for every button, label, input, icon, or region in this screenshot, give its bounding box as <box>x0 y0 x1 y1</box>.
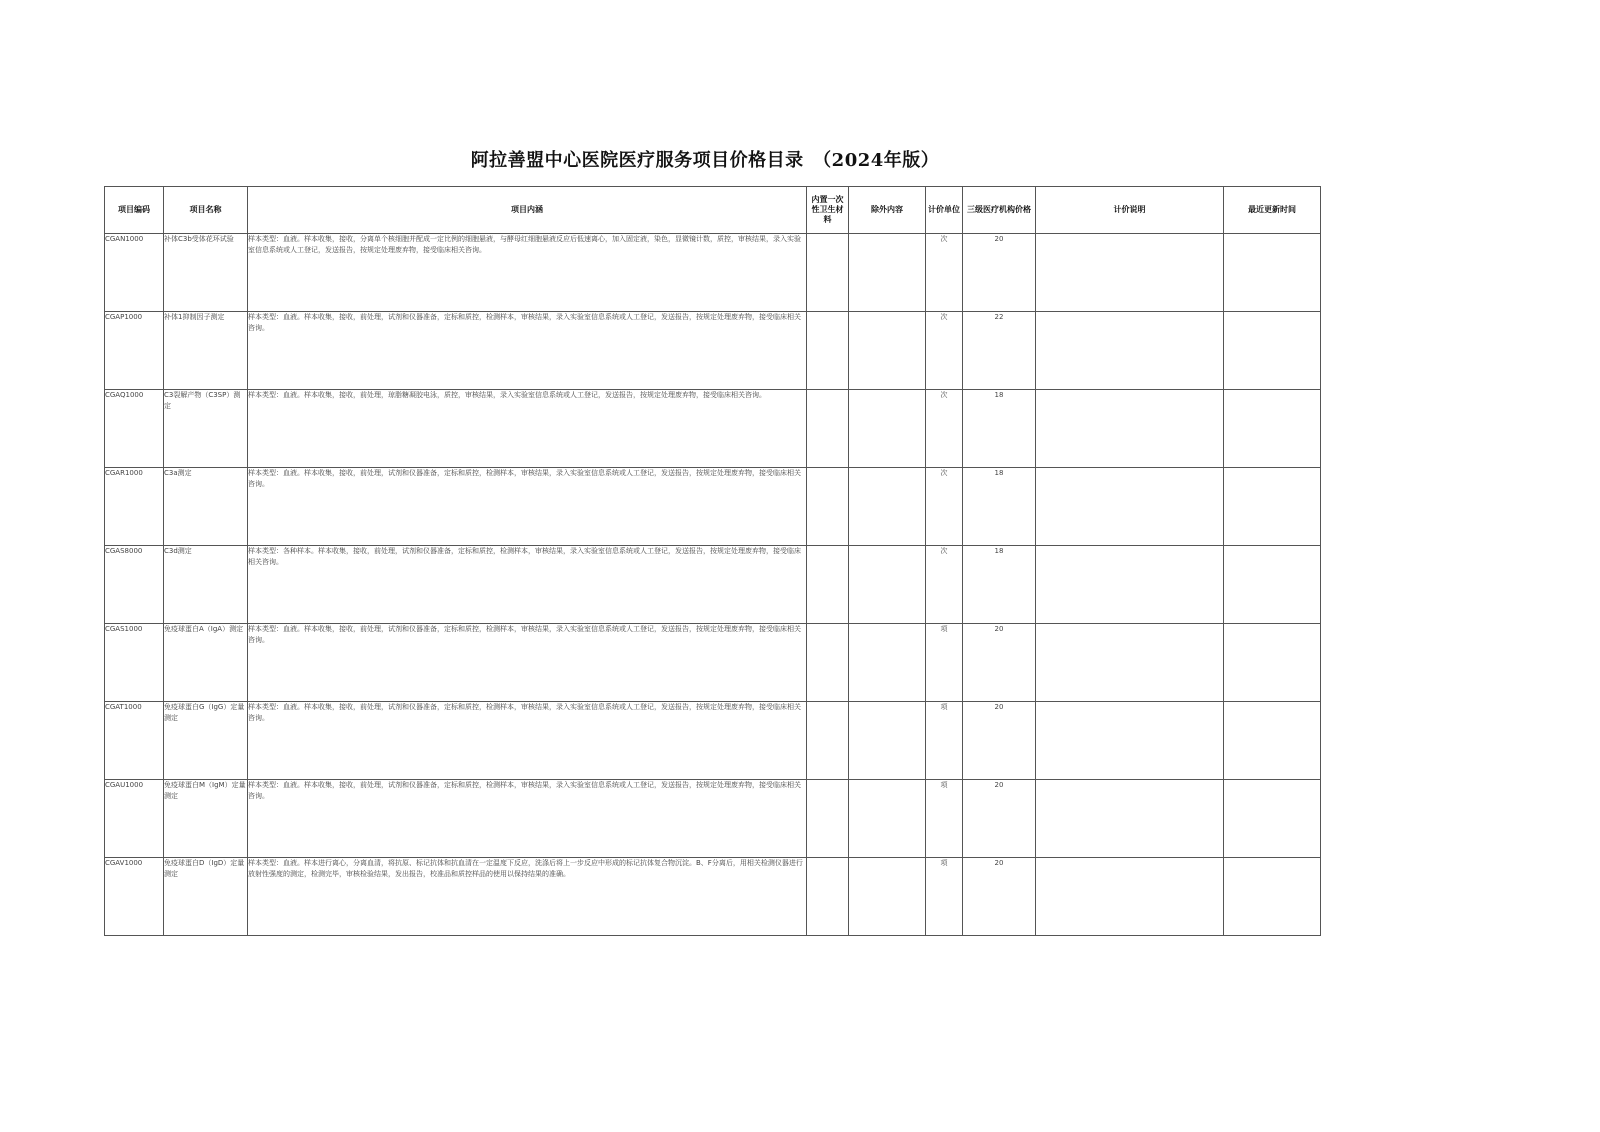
item-updated <box>1224 780 1321 858</box>
item-excluded <box>849 234 926 312</box>
item-updated <box>1224 858 1321 936</box>
item-note <box>1036 234 1224 312</box>
item-updated <box>1224 702 1321 780</box>
item-excluded <box>849 390 926 468</box>
item-excluded <box>849 624 926 702</box>
item-price: 18 <box>963 390 1036 468</box>
header-name: 项目名称 <box>164 187 248 234</box>
item-price: 18 <box>963 468 1036 546</box>
header-code: 项目编码 <box>105 187 164 234</box>
item-updated <box>1224 468 1321 546</box>
table-row <box>105 624 1321 702</box>
header-material: 内置一次性卫生材料 <box>807 187 849 234</box>
item-price: 20 <box>963 780 1036 858</box>
item-price: 22 <box>963 312 1036 390</box>
item-updated <box>1224 390 1321 468</box>
item-unit: 次 <box>926 468 963 546</box>
item-excluded <box>849 546 926 624</box>
price-catalog-table <box>104 186 1321 936</box>
item-content: 样本类型：血液。样本收集，接收，前处理，试剂和仪器准备，定标和质控，检测样本，审核结果，录入实验室信息系统或人工登记，发送报告，按规定处理废弃物，接受临床相关咨询。 <box>248 624 807 702</box>
item-content: 样本类型：血液。样本收集，接收，前处理，试剂和仪器准备，定标和质控，检测样本，审核结果，录入实验室信息系统或人工登记，发送报告，按规定处理废弃物，接受临床相关咨询。 <box>248 702 807 780</box>
item-excluded <box>849 468 926 546</box>
item-content: 样本类型：血液。样本收集，接收，前处理，试剂和仪器准备，定标和质控，检测样本，审核结果，录入实验室信息系统或人工登记，发送报告，按规定处理废弃物，接受临床相关咨询。 <box>248 780 807 858</box>
item-unit: 次 <box>926 390 963 468</box>
item-name: C3裂解产物（C3SP）测定 <box>164 390 248 468</box>
item-name: 补体1抑制因子测定 <box>164 312 248 390</box>
item-excluded <box>849 858 926 936</box>
table-row <box>105 390 1321 468</box>
item-price: 18 <box>963 546 1036 624</box>
item-note <box>1036 312 1224 390</box>
header-note: 计价说明 <box>1036 187 1224 234</box>
item-name: 免疫球蛋白G（IgG）定量测定 <box>164 702 248 780</box>
item-code: CGAU1000 <box>105 780 164 858</box>
item-name: 免疫球蛋白M（IgM）定量测定 <box>164 780 248 858</box>
item-material <box>807 780 849 858</box>
table-row <box>105 546 1321 624</box>
item-price: 20 <box>963 234 1036 312</box>
item-unit: 项 <box>926 624 963 702</box>
item-excluded <box>849 780 926 858</box>
item-note <box>1036 468 1224 546</box>
item-material <box>807 390 849 468</box>
table-row <box>105 702 1321 780</box>
item-unit: 项 <box>926 702 963 780</box>
item-updated <box>1224 624 1321 702</box>
item-code: CGAS8000 <box>105 546 164 624</box>
item-code: CGAN1000 <box>105 234 164 312</box>
item-unit: 项 <box>926 858 963 936</box>
item-name: 补体C3b受体花环试验 <box>164 234 248 312</box>
item-content: 样本类型：血液。样本进行离心，分离血清，将抗原、标记抗体和抗血清在一定温度下反应，洗涤后将上一步反应中形成的标记抗体复合物沉淀。B、F分离后，用相关检测仪器进行放射性强度的测定，检测完毕，审核检验结果，发出报告，校准品和质控样品的使用以保持结果的准确。 <box>248 858 807 936</box>
table-row <box>105 234 1321 312</box>
header-updated: 最近更新时间 <box>1224 187 1321 234</box>
item-updated <box>1224 234 1321 312</box>
item-content: 样本类型：血液。样本收集，接收，前处理，试剂和仪器准备，定标和质控，检测样本，审核结果，录入实验室信息系统或人工登记，发送报告，按规定处理废弃物，接受临床相关咨询。 <box>248 468 807 546</box>
item-content: 样本类型：血液。样本收集，接收，前处理，试剂和仪器准备，定标和质控，检测样本，审核结果，录入实验室信息系统或人工登记，发送报告，按规定处理废弃物，接受临床相关咨询。 <box>248 312 807 390</box>
table-row <box>105 780 1321 858</box>
header-content: 项目内涵 <box>248 187 807 234</box>
item-material <box>807 546 849 624</box>
page-title: 阿拉善盟中心医院医疗服务项目价格目录 （2024年版） <box>470 150 940 171</box>
item-excluded <box>849 312 926 390</box>
item-name: 免疫球蛋白A（IgA）测定 <box>164 624 248 702</box>
item-material <box>807 312 849 390</box>
item-note <box>1036 624 1224 702</box>
item-material <box>807 702 849 780</box>
table-header-row <box>105 187 1321 234</box>
item-material <box>807 858 849 936</box>
item-note <box>1036 780 1224 858</box>
item-unit: 次 <box>926 234 963 312</box>
item-material <box>807 234 849 312</box>
item-content: 样本类型：血液。样本收集，接收，前处理，琼脂糖凝胶电泳，质控，审核结果，录入实验室信息系统或人工登记，发送报告，按规定处理废弃物，接受临床相关咨询。 <box>248 390 807 468</box>
item-price: 20 <box>963 624 1036 702</box>
item-name: C3a测定 <box>164 468 248 546</box>
item-note <box>1036 702 1224 780</box>
item-content: 样本类型：各种样本。样本收集，接收，前处理，试剂和仪器准备，定标和质控，检测样本，审核结果，录入实验室信息系统或人工登记，发送报告，按规定处理废弃物，接受临床相关咨询。 <box>248 546 807 624</box>
header-unit: 计价单位 <box>926 187 963 234</box>
table-row <box>105 468 1321 546</box>
item-code: CGAP1000 <box>105 312 164 390</box>
item-note <box>1036 858 1224 936</box>
table-row <box>105 858 1321 936</box>
item-code: CGAV1000 <box>105 858 164 936</box>
item-unit: 项 <box>926 780 963 858</box>
item-price: 20 <box>963 702 1036 780</box>
item-updated <box>1224 312 1321 390</box>
item-material <box>807 468 849 546</box>
item-excluded <box>849 702 926 780</box>
table-row <box>105 312 1321 390</box>
item-unit: 次 <box>926 546 963 624</box>
item-code: CGAS1000 <box>105 624 164 702</box>
item-code: CGAT1000 <box>105 702 164 780</box>
header-excluded: 除外内容 <box>849 187 926 234</box>
header-price: 三级医疗机构价格 <box>963 187 1036 234</box>
item-content: 样本类型：血液。样本收集，接收，分离单个核细胞并配成一定比例的细胞悬液，与酵母红细胞悬液反应后低速离心，加入固定液，染色，显微镜计数，质控，审核结果，录入实验室信息系统或人工登记，发送报告，按规定处理废弃物，接受临床相关咨询。 <box>248 234 807 312</box>
item-unit: 次 <box>926 312 963 390</box>
item-note <box>1036 546 1224 624</box>
item-code: CGAR1000 <box>105 468 164 546</box>
item-updated <box>1224 546 1321 624</box>
item-price: 20 <box>963 858 1036 936</box>
item-note <box>1036 390 1224 468</box>
item-code: CGAQ1000 <box>105 390 164 468</box>
item-material <box>807 624 849 702</box>
item-name: C3d测定 <box>164 546 248 624</box>
item-name: 免疫球蛋白D（IgD）定量测定 <box>164 858 248 936</box>
